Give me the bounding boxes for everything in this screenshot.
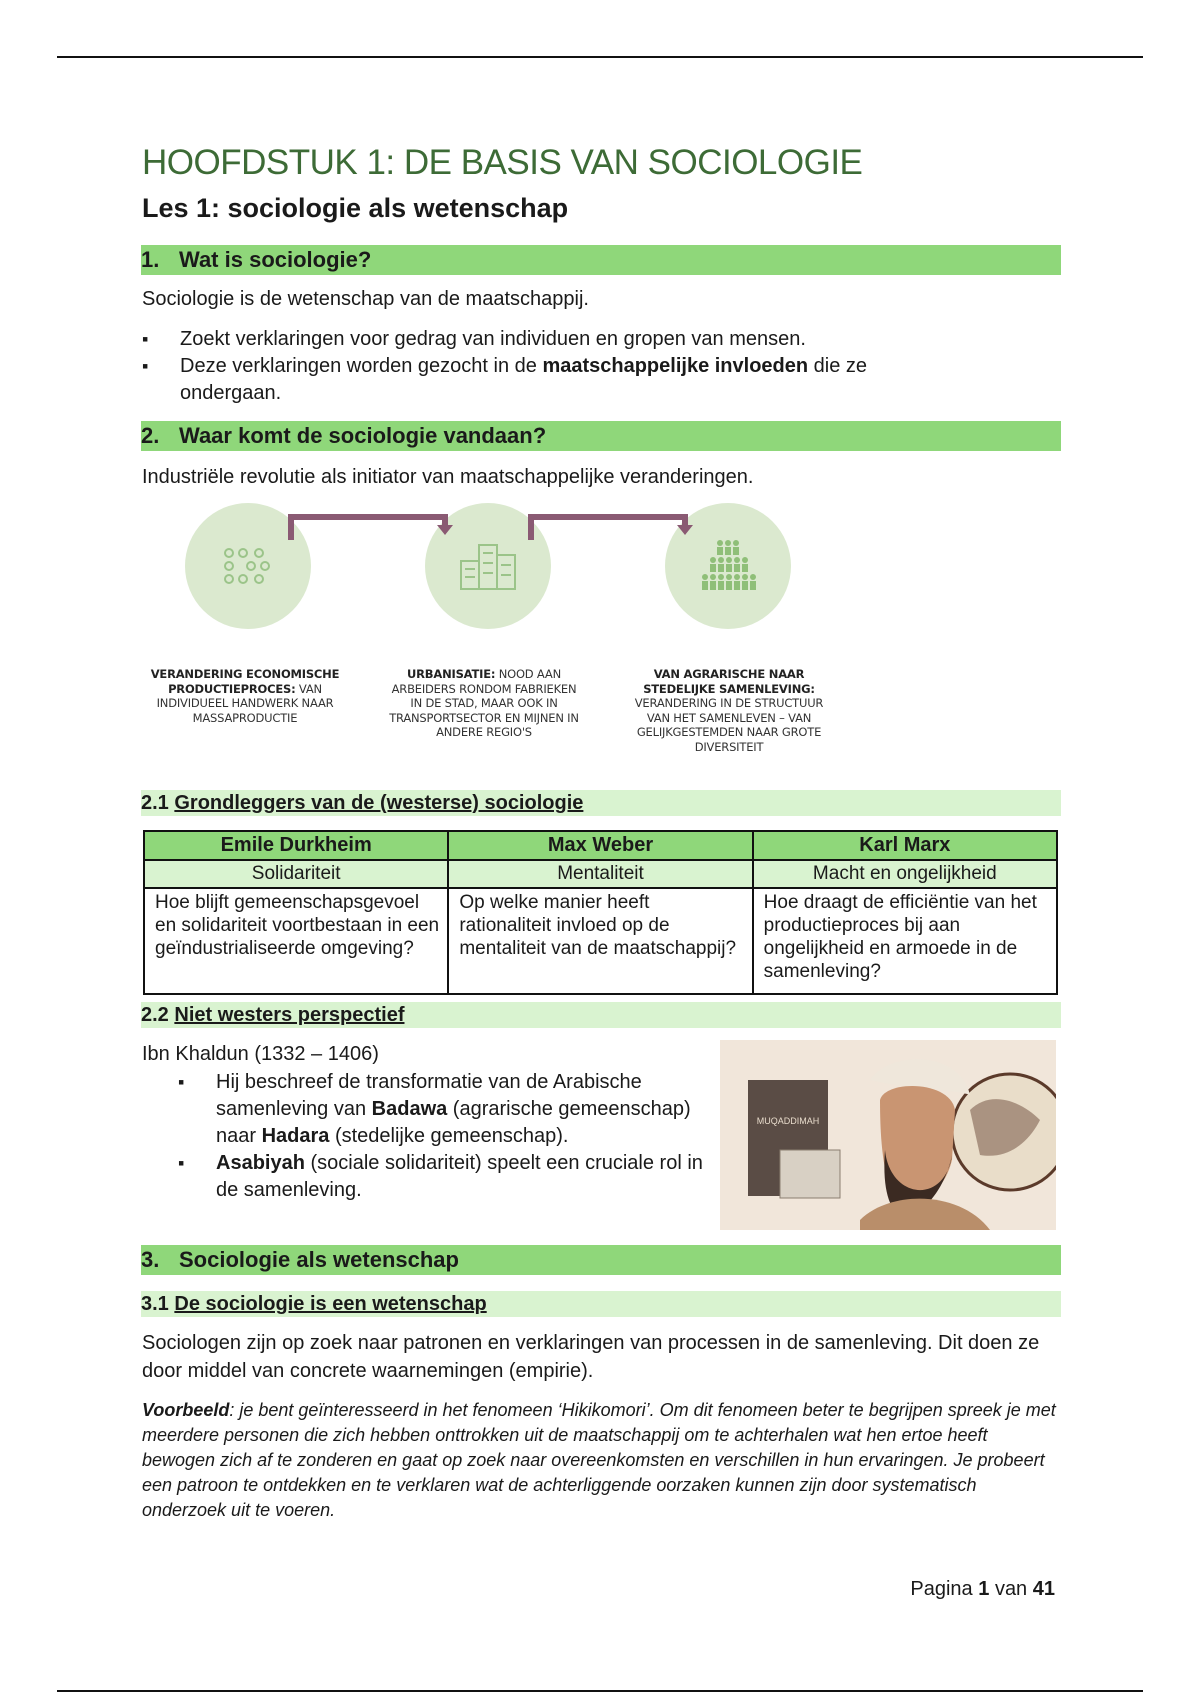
list-item bbox=[142, 353, 972, 407]
section-2-1-number: 2.1 bbox=[141, 792, 169, 814]
founder-theme: Solidariteit bbox=[144, 860, 448, 888]
bullet-bold: Badawa bbox=[371, 1098, 448, 1120]
caption-text: VERANDERING IN DE STRUCTUUR VAN HET SAMENLEVEN – VAN GELIJKGESTEMDEN NAAR GROTE DIVERSITEIT bbox=[634, 696, 824, 754]
section-2-header bbox=[141, 421, 1061, 451]
page-label: Pagina bbox=[910, 1578, 973, 1600]
founder-theme: Mentaliteit bbox=[448, 860, 752, 888]
bullet-text: Hij beschreef de transformatie van de Arabische samenleving van bbox=[216, 1071, 642, 1120]
total-pages: 41 bbox=[1032, 1578, 1055, 1600]
chapter-title: HOOFDSTUK 1: DE BASIS VAN SOCIOLOGIE bbox=[142, 143, 863, 182]
founder-name: Max Weber bbox=[448, 831, 752, 860]
bullet-text: die ze ondergaan. bbox=[180, 355, 868, 404]
section-1-bullets bbox=[142, 326, 972, 407]
founder-question: Hoe draagt de efficiëntie van het productieproces bij aan ongelijkheid en armoede in de samenleving? bbox=[753, 888, 1057, 994]
founder-theme: Macht en ongelijkheid bbox=[753, 860, 1057, 888]
bullet-text: (stedelijke gemeenschap). bbox=[329, 1125, 569, 1147]
bullet-text: (agrarische gemeenschap) naar bbox=[216, 1098, 691, 1147]
bottom-rule bbox=[57, 1690, 1143, 1692]
section-2-intro: Industriële revolutie als initiator van maatschappelijke veranderingen. bbox=[142, 466, 754, 488]
bullet-bold: maatschappelijke invloeden bbox=[542, 355, 809, 377]
list-item bbox=[178, 1069, 708, 1150]
founder-name: Emile Durkheim bbox=[144, 831, 448, 860]
section-3-1-text: Sociologen zijn op zoek naar patronen en verklaringen van processen in de samenleving. Dit doen ze door middel van concrete waarnemingen (empirie). bbox=[142, 1332, 1040, 1382]
bullet-text: Deze verklaringen worden gezocht in de bbox=[180, 355, 543, 377]
section-3-number: 3. bbox=[141, 1247, 160, 1272]
page-number bbox=[910, 1578, 1055, 1601]
diagram-caption-society bbox=[623, 667, 835, 754]
founder-question: Hoe blijft gemeenschapsgevoel en solidariteit voortbestaan in een geïndustrialiseerde omgeving? bbox=[144, 888, 448, 994]
section-3-1-title: De sociologie is een wetenschap bbox=[174, 1293, 487, 1315]
flow-arrows bbox=[140, 495, 840, 635]
section-2-2-title: Niet westers perspectief bbox=[174, 1004, 405, 1026]
bullet-text: (sociale solidariteit) speelt een cruciale rol in de samenleving. bbox=[216, 1152, 703, 1201]
section-1-number: 1. bbox=[141, 247, 160, 272]
ibn-khaldun-illustration bbox=[720, 1040, 1056, 1230]
section-2-1-title: Grondleggers van de (westerse) sociologie bbox=[174, 792, 584, 814]
bullet-text: Zoekt verklaringen voor gedrag van individuen en gropen van mensen. bbox=[180, 328, 806, 350]
current-page: 1 bbox=[978, 1578, 990, 1600]
example-label: Voorbeeld bbox=[142, 1400, 230, 1420]
founder-name: Karl Marx bbox=[753, 831, 1057, 860]
caption-bold: VERANDERING ECONOMISCHE PRODUCTIEPROCES: bbox=[150, 667, 340, 696]
section-1-title: Wat is sociologie? bbox=[179, 247, 372, 272]
section-3-title: Sociologie als wetenschap bbox=[179, 1247, 459, 1272]
section-2-2-number: 2.2 bbox=[141, 1004, 169, 1026]
section-1-header bbox=[141, 245, 1061, 275]
section-3-header bbox=[141, 1245, 1061, 1275]
example-paragraph bbox=[142, 1398, 1062, 1523]
lesson-title: Les 1: sociologie als wetenschap bbox=[142, 193, 569, 223]
section-1-intro: Sociologie is de wetenschap van de maatschappij. bbox=[142, 288, 589, 310]
section-3-1-header bbox=[141, 1291, 1061, 1317]
ibn-khaldun-name: Ibn Khaldun (1332 – 1406) bbox=[142, 1043, 379, 1065]
caption-text: NOOD AAN ARBEIDERS RONDOM FABRIEKEN IN DE STAD, MAAR OOK IN TRANSPORTSECTOR EN MIJNEN IN ANDERE REGIO'S bbox=[389, 667, 579, 739]
founders-table bbox=[143, 830, 1058, 995]
caption-bold: URBANISATIE: bbox=[407, 667, 496, 681]
bullet-bold: Asabiyah bbox=[216, 1152, 305, 1174]
founder-question: Op welke manier heeft rationaliteit invloed op de mentaliteit van de maatschappij? bbox=[448, 888, 752, 994]
example-text: : je bent geïnteresseerd in het fenomeen ‘Hikikomori’. Om dit fenomeen beter te begrijpen spreek je met meerdere personen die zich hebben onttrokken uit de maatschappij om te achterhalen wat hen ertoe heeft bewogen zich af te zonderen en gaat op zoek naar overeenkomsten en verschillen in hun ervaringen. Je probeert een patroon te ontdekken en te verklaren wat de achterliggende oorzaken kunnen zijn door systematisch onderzoek uit te voeren. bbox=[142, 1400, 1056, 1520]
diagram-caption-urbanisation bbox=[386, 667, 582, 740]
table-row bbox=[144, 831, 1057, 860]
industrial-revolution-diagram bbox=[140, 495, 840, 775]
bullet-bold: Hadara bbox=[261, 1125, 330, 1147]
section-3-1-number: 3.1 bbox=[141, 1293, 169, 1315]
page-sep: van bbox=[994, 1578, 1028, 1600]
section-2-2-bullets bbox=[178, 1069, 708, 1204]
section-2-2-header bbox=[141, 1002, 1061, 1028]
list-item bbox=[142, 326, 972, 353]
table-row bbox=[144, 888, 1057, 994]
diagram-caption-production bbox=[140, 667, 350, 725]
caption-bold: VAN AGRARISCHE NAAR STEDELIJKE SAMENLEVING: bbox=[643, 667, 815, 696]
book-title: MUQADDIMAH bbox=[756, 1116, 820, 1126]
top-rule bbox=[57, 56, 1143, 58]
list-item bbox=[178, 1150, 708, 1204]
section-2-number: 2. bbox=[141, 423, 160, 448]
caption-text: VAN INDIVIDUEEL HANDWERK NAAR MASSAPRODUCTIE bbox=[156, 681, 334, 725]
table-row bbox=[144, 860, 1057, 888]
section-2-title: Waar komt de sociologie vandaan? bbox=[179, 423, 547, 448]
section-2-1-header bbox=[141, 790, 1061, 816]
